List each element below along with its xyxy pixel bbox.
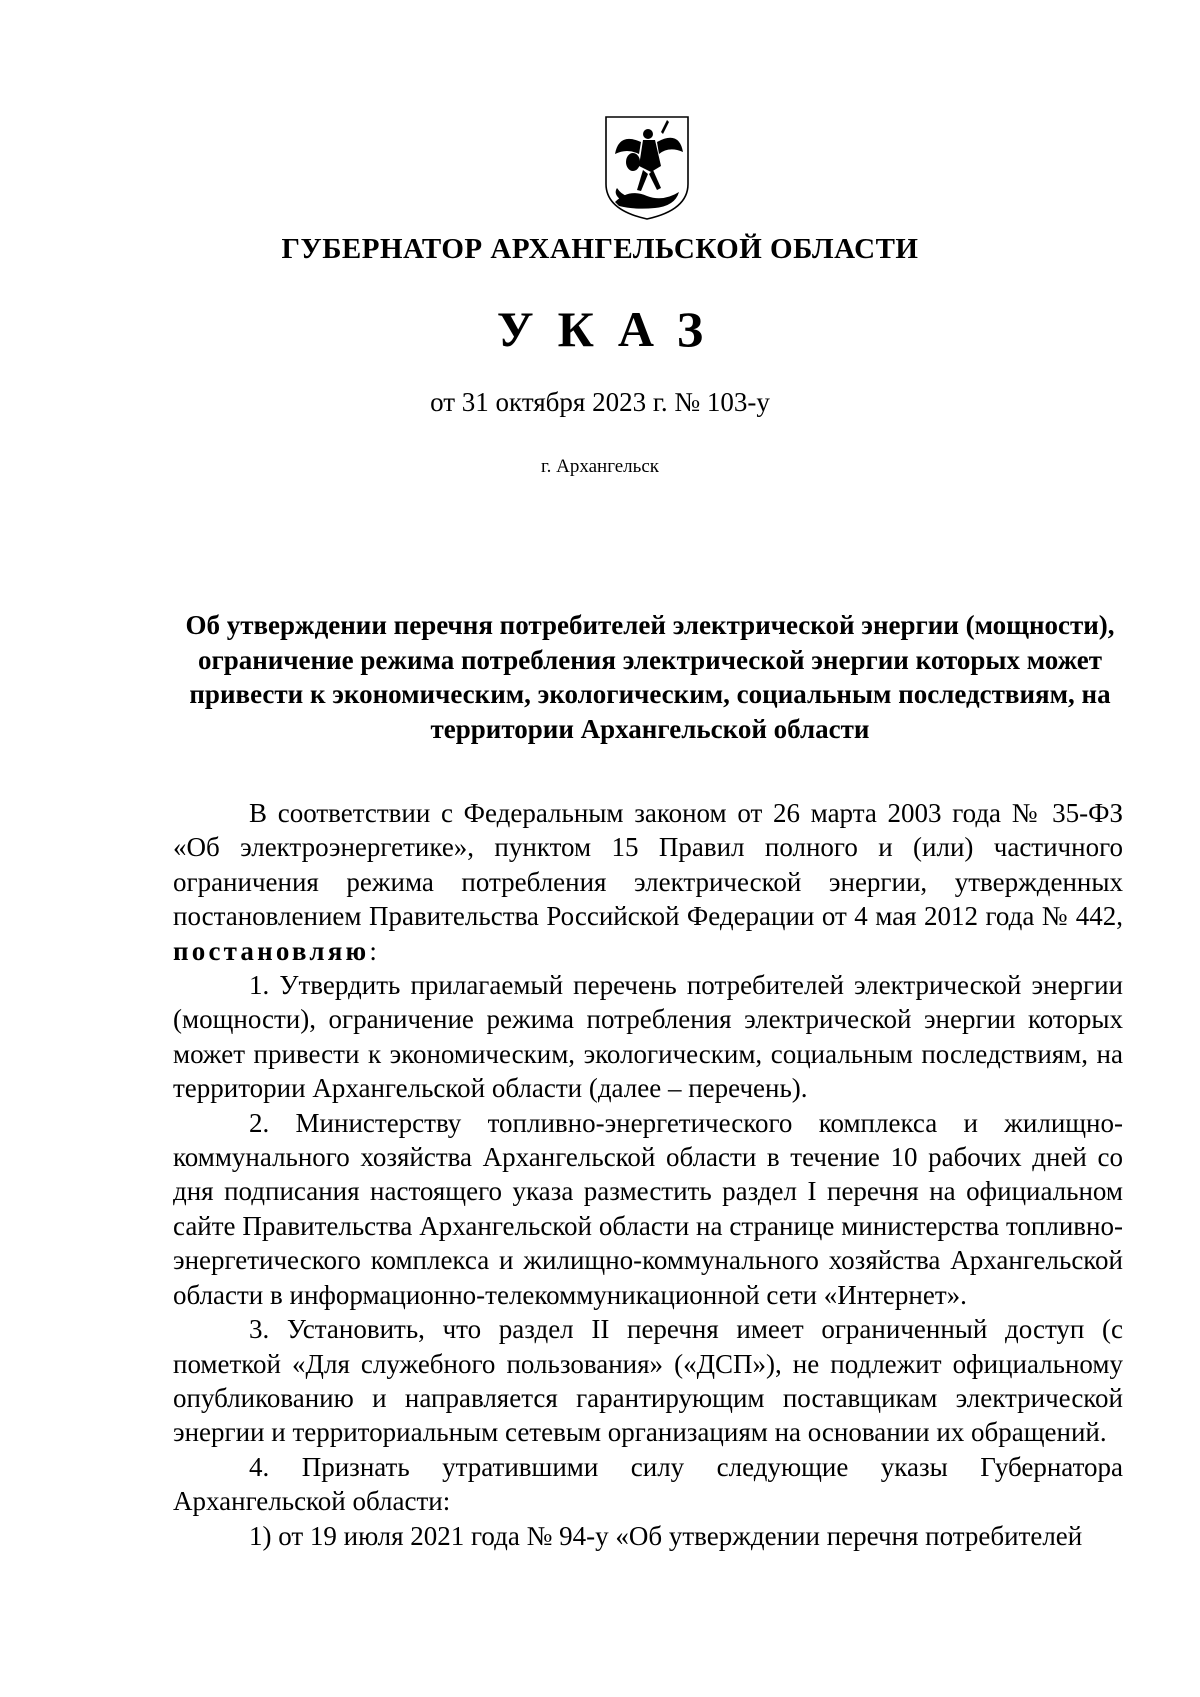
body-paragraph-3: 3. Установить, что раздел II перечня имеет ограниченный доступ (с пометкой «Для служебного пользования» («ДСП»), не подлежит официальному опубликованию и направляется гарантирующим поставщикам электрической энергии и территориальным сетевым организациям на основании их обращений. [173, 1314, 1123, 1448]
decree-word: постановляю [173, 935, 370, 966]
arkhangelsk-coat-of-arms-icon [603, 114, 691, 222]
document-title: Об утверждении перечня потребителей электрической энергии (мощности), ограничение режима потребления электрической энергии которых может привести к экономическим, экологическим, социальным последствиям, на территории Архангельской области [185, 610, 1115, 744]
preamble-paragraph [173, 796, 1123, 968]
decree-colon: : [369, 935, 377, 966]
issuing-authority: ГУБЕРНАТОР АРХАНГЕЛЬСКОЙ ОБЛАСТИ [281, 233, 919, 265]
body-paragraph-4-item-1: 1) от 19 июля 2021 года № 94-у «Об утверждении перечня потребителей [249, 1520, 1083, 1551]
body-paragraph-2: 2. Министерству топливно-энергетического комплекса и жилищно-коммунального хозяйства Архангельской области в течение 10 рабочих дней со дня подписания настоящего указа разместить раздел I перечня на официальном сайте Правительства Архангельской области на странице министерства топливно-энергетического комплекса и жилищно-коммунального хозяйства Архангельской области в информационно-телекоммуникационной сети «Интернет». [173, 1107, 1123, 1310]
preamble-text: В соответствии с Федеральным законом от 26 марта 2003 года № 35-ФЗ «Об электроэнергетике», пунктом 15 Правил полного и (или) частичного ограничения режима потребления электрической энергии, утвержденных постановлением Правительства Российской Федерации от 4 мая 2012 года № 442, [173, 798, 1123, 932]
body-paragraph-4: 4. Признать утратившими силу следующие указы Губернатора Архангельской области: [173, 1451, 1123, 1517]
body-paragraph-1: 1. Утвердить прилагаемый перечень потребителей электрической энергии (мощности), ограничение режима потребления электрической энергии которых может привести к экономическим, экологическим, социальным последствиям, на территории Архангельской области (далее – перечень). [173, 970, 1123, 1104]
document-date-number: от 31 октября 2023 г. № 103-у [430, 387, 770, 417]
document-place: г. Архангельск [540, 456, 659, 477]
coat-of-arms-emblem [603, 114, 691, 222]
document-body [173, 796, 1123, 1553]
document-type: УКАЗ [496, 301, 728, 357]
